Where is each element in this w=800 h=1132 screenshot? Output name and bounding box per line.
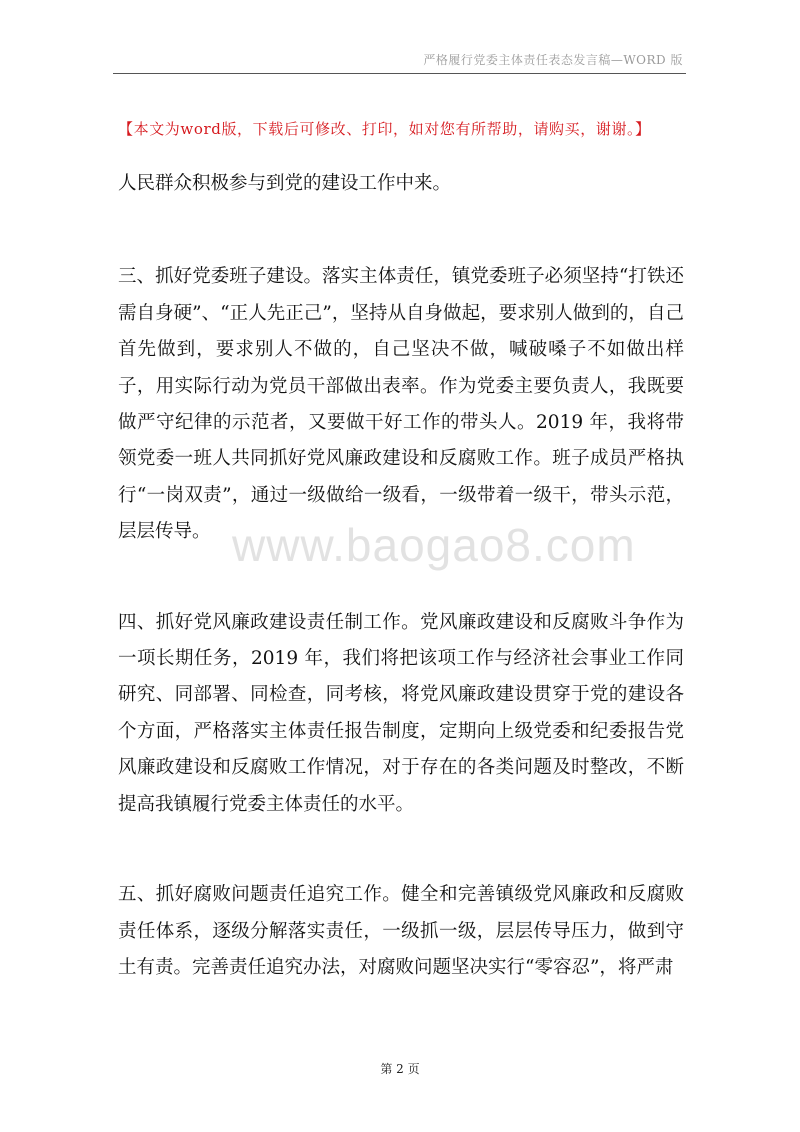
purchase-notice: 【本文为word版，下载后可修改、打印，如对您有所帮助，请购买，谢谢。】 <box>118 120 651 138</box>
document-body <box>118 166 684 1040</box>
paragraph-section-4: 四、抓好党风廉政建设责任制工作。党风廉政建设和反腐败斗争作为一项长期任务，2019 年，我们将把该项工作与经济社会事业工作同研究、同部署、同检查，同考核，将党风廉政建设贯穿于党的建设各个方面，严格落实主体责任报告制度，定期向上级党委和纪委报告党风廉政建设和反腐败工作情况，对于存在的各类问题及时整改，不断提高我镇履行党委主体责任的水平。 <box>118 611 684 815</box>
paragraph-section-3: 三、抓好党委班子建设。落实主体责任，镇党委班子必须坚持“打铁还需自身硬”、“正人先正己”，坚持从自身做起，要求别人做到的，自己首先做到，要求别人不做的，自己坚决不做，喊破嗓子不如做出样子，用实际行动为党员干部做出表率。作为党委主要负责人，我既要做严守纪律的示范者，又要做干好工作的带头人。2019 年，我将带领党委一班人共同抓好党风廉政建设和反腐败工作。班子成员严格执行“一岗双责”，通过一级做给一级看，一级带着一级干，带头示范，层层传导。 <box>118 266 684 543</box>
paragraph-section-5: 五、抓好腐败问题责任追究工作。健全和完善镇级党风廉政和反腐败责任体系，逐级分解落实责任，一级抓一级，层层传导压力，做到守土有责。完善责任追究办法，对腐败问题坚决实行“零容忍”，将严肃 <box>118 884 684 978</box>
watermark-text: www.baogao8.com <box>232 519 636 571</box>
page-number: 第 2 页 <box>380 1062 420 1076</box>
running-header-title: 严格履行党委主体责任表态发言稿—WORD 版 <box>423 53 683 67</box>
paragraph-continuation: 人民群众积极参与到党的建设工作中来。 <box>118 173 452 194</box>
header-divider <box>113 73 686 74</box>
